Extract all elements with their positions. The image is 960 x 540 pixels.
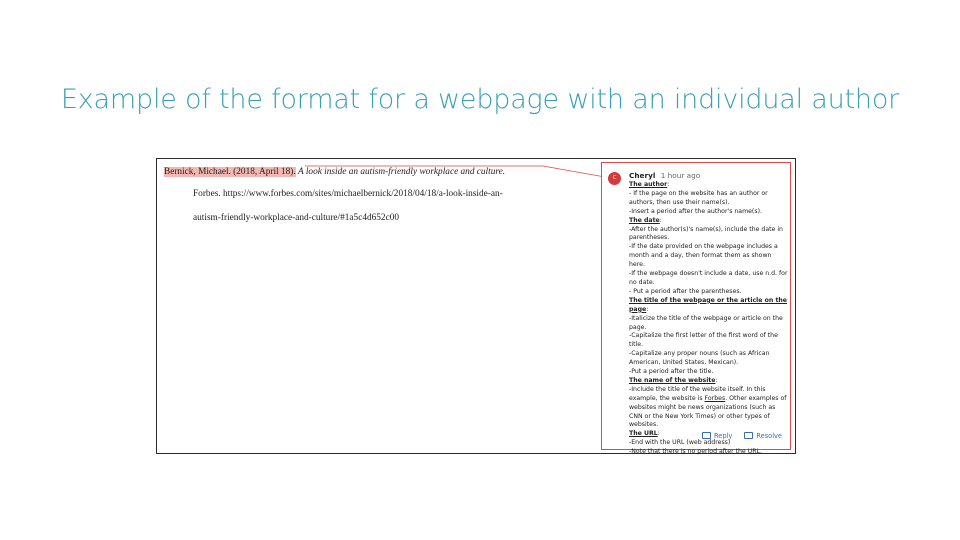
citation-author-date: Bernick, Michael. (2018, April 18). <box>164 167 296 177</box>
comment-line: -Put a period after the title. <box>629 368 714 376</box>
comment-line: -If the webpage doesn't include a date, use n.d. for no date. <box>629 270 788 286</box>
slide-title: Example of the format for a webpage with an individual author <box>60 84 900 115</box>
comment-line: - Put a period after the parentheses. <box>629 287 742 295</box>
resolve-label: Resolve <box>756 432 782 440</box>
title-heading: The title of the webpage or the article on the page <box>629 296 788 313</box>
citation-line-3: autism-friendly-workplace-and-culture/#1a5c4d652c00 <box>193 213 400 223</box>
resolve-icon <box>744 432 753 439</box>
website-heading: The name of the website <box>629 376 716 384</box>
comment-line: -Note that there is no period after the URL. <box>629 448 762 456</box>
comment-author: Cheryl <box>629 171 656 180</box>
citation-line-2: Forbes. https://www.forbes.com/sites/michaelbernick/2018/04/18/a-look-inside-an- <box>193 189 503 199</box>
comment-actions <box>692 432 782 440</box>
comment-header <box>629 171 700 180</box>
reply-icon <box>702 432 711 439</box>
comment-line: -End with the URL (web address) <box>629 439 731 447</box>
comment-line: - If the page on the website has an author or authors, then use their name(s). <box>629 189 768 206</box>
comment-line: -Italicize the title of the webpage or article on the page. <box>629 314 783 331</box>
comment-card <box>601 162 791 456</box>
comment-line: -After the author(s)'s name(s), include the date in parentheses. <box>629 225 783 242</box>
reply-button[interactable] <box>702 432 732 440</box>
date-heading: The date <box>629 216 660 224</box>
reply-label: Reply <box>714 432 733 440</box>
resolve-button[interactable] <box>744 432 782 440</box>
citation-article-title: A look inside an autism-friendly workplace and culture. <box>298 167 506 177</box>
comment-line: -Insert a period after the author's name(s). <box>629 207 762 215</box>
comment-timestamp: 1 hour ago <box>660 171 701 180</box>
forbes-word: Forbes <box>704 394 726 402</box>
avatar: C <box>608 172 621 185</box>
document-screenshot <box>156 158 796 454</box>
comment-line: -Capitalize any proper nouns (such as African American, United States, Mexican). <box>629 350 770 367</box>
comment-body: The author: - If the page on the website has an author or authors, then use their name(s). -Insert a period after the author's name(s). The date: -After the author(s)'s name(s), include the date in parentheses. -If the date provided on the webpage includes a month and a day, then format them as shown here. -If the webpage doesn't include a date, use n.d. for no date. - Put a period after the parentheses. The title of the webpage or the article on the page: -Italicize the title of the webpage or article on the page. -Capitalize the first letter of the first word of the title. -Capitalize any proper nouns (such as African American, United States, Mexican). -Put a period after the title. The name of the website: -Include the title of the website itself. In this example, the website is Forbes. Other examples of websites might be news organizations (such as CNN or the New York Times) or other types of websites. The URL: -End with the URL (web address) -Note that there is no period after the URL. <box>629 181 788 456</box>
author-heading: The author <box>629 181 668 188</box>
comment-line: -If the date provided on the webpage includes a month and a day, then format them as shown here. <box>629 243 778 269</box>
comment-text: . Other examples of websites might be news organizations (such as CNN or the New York Times) or other types of websites. <box>629 394 787 429</box>
comment-text: -Include the title of the website itself. In this example, the website is <box>629 385 766 402</box>
comment-line <box>629 386 789 431</box>
comment-line: -Capitalize the first letter of the first word of the title. <box>629 332 778 349</box>
reference-citation <box>164 166 594 224</box>
url-heading: The URL <box>629 430 658 438</box>
